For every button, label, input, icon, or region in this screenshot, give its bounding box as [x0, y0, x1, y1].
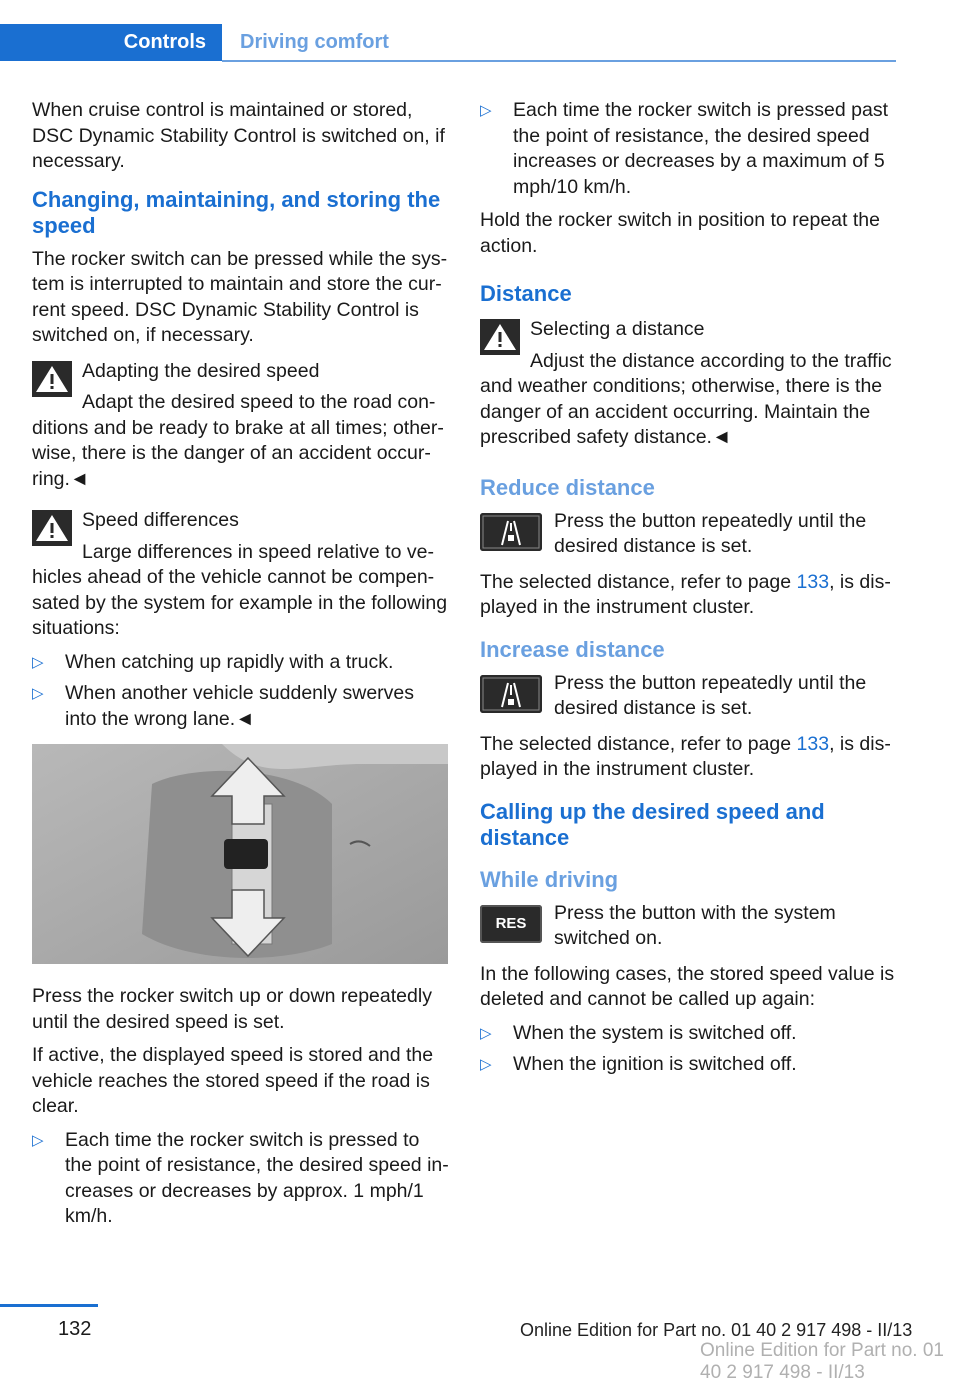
warning-text: Adapt the desired speed to the road con-ditions and be ready to brake at all times; other-wise, there is the danger of an accident occur-ring.◄	[32, 391, 444, 490]
list-item: ▷ Each time the rocker switch is pressed to the point of resistance, the desired speed in-creases or decreases by approx. 1 mph/1 km/h.	[32, 1128, 449, 1227]
warning-adapting-speed	[32, 357, 450, 493]
increase-distance-note: The selected distance, refer to page 133, is dis-played in the instrument cluster.	[480, 732, 891, 780]
bullet-list	[32, 1128, 450, 1230]
list-item: ▷ Each time the rocker switch is pressed past the point of resistance, the desired speed increases or decreases by a maximum of 5 mph/10 km/h.	[480, 99, 888, 198]
triangle-right-icon: ▷	[32, 685, 44, 702]
heading-increase-distance: Increase distance	[480, 636, 665, 662]
paragraph-cases: In the following cases, the stored speed value is deleted and cannot be called up again:	[480, 962, 895, 1010]
warning-triangle-icon	[32, 361, 72, 397]
right-column	[480, 98, 898, 1086]
paragraph-rocker: The rocker switch can be pressed while the sys-tem is interrupted to maintain and store the cur-rent speed. DSC Dynamic Stability Control is switched on, if necessary.	[32, 247, 448, 346]
res-text: Press the button with the system switched on.	[554, 901, 836, 949]
warning-triangle-icon	[480, 319, 520, 355]
heading-reduce-distance: Reduce distance	[480, 474, 655, 500]
intro-paragraph: When cruise control is maintained or stored, DSC Dynamic Stability Control is switched on, if necessary.	[32, 99, 445, 172]
list-item: ▷ When another vehicle suddenly swerves into the wrong lane.◄	[32, 682, 415, 730]
heading-changing-speed: Changing, maintaining, and storing the speed	[32, 186, 441, 238]
warning-selecting-distance	[480, 315, 898, 451]
increase-distance-button-icon	[480, 675, 542, 713]
triangle-right-icon: ▷	[480, 1024, 492, 1042]
watermark: Online Edition for Part no. 01 40 2 917 498 - II/13	[700, 1340, 944, 1383]
heading-while-driving: While driving	[480, 866, 619, 892]
paragraph-active: If active, the displayed speed is stored and the vehicle reaches the stored speed if the road is clear.	[32, 1044, 434, 1117]
page-reference-link[interactable]: 133	[796, 570, 830, 593]
edition-note: Online Edition for Part no. 01 40 2 917 498 - II/13	[520, 1320, 913, 1340]
warning-title: Speed differences	[82, 509, 239, 531]
steering-wheel-photo	[32, 744, 448, 964]
reduce-distance-text: Press the button repeatedly until the desired distance is set.	[554, 509, 867, 557]
footer-rule	[0, 1304, 98, 1307]
reduce-distance-button-icon	[480, 513, 542, 551]
heading-calling-up: Calling up the desired speed and distance	[480, 798, 825, 850]
heading-distance: Distance	[480, 281, 572, 306]
header-tab-controls: Controls	[0, 24, 222, 61]
list-item: ▷ When the system is switched off.	[480, 1021, 898, 1047]
increase-distance-row	[480, 671, 898, 722]
page-reference-link[interactable]: 133	[796, 732, 830, 755]
header-tab-driving-comfort: Driving comfort	[240, 31, 389, 53]
triangle-right-icon: ▷	[480, 1056, 492, 1073]
list-item: ▷ When catching up rapidly with a truck.	[32, 650, 450, 676]
triangle-right-icon: ▷	[32, 653, 44, 671]
header-rule	[222, 60, 896, 62]
triangle-right-icon: ▷	[480, 102, 492, 119]
increase-distance-text: Press the button repeatedly until the desired distance is set.	[554, 671, 867, 719]
paragraph-hold: Hold the rocker switch in position to repeat the action.	[480, 209, 880, 257]
bullet-list	[480, 98, 898, 200]
reduce-distance-row	[480, 509, 898, 560]
warning-speed-differences	[32, 506, 450, 642]
bullet-list	[480, 1021, 898, 1078]
res-row	[480, 901, 898, 952]
warning-triangle-icon	[32, 510, 72, 546]
warning-text: Large differences in speed relative to ve-hicles ahead of the vehicle cannot be compen-sated by the system for example in the following situations:	[32, 540, 448, 639]
paragraph-press-rocker: Press the rocker switch up or down repeatedly until the desired speed is set.	[32, 985, 432, 1033]
reduce-distance-note: The selected distance, refer to page 133, is dis-played in the instrument cluster.	[480, 570, 891, 618]
left-column	[32, 98, 450, 1238]
res-button-icon: RES	[480, 905, 542, 943]
list-item: ▷ When the ignition is switched off.	[480, 1052, 898, 1078]
warning-title: Adapting the desired speed	[82, 359, 320, 382]
warning-text: Adjust the distance according to the traffic and weather conditions; otherwise, there is the danger of an accident occurring. Maintain the prescribed safety distance.◄	[480, 349, 892, 448]
triangle-right-icon: ▷	[32, 1131, 44, 1149]
page-number: 132	[58, 1318, 92, 1340]
warning-title: Selecting a distance	[530, 318, 705, 340]
bullet-list	[32, 650, 450, 733]
